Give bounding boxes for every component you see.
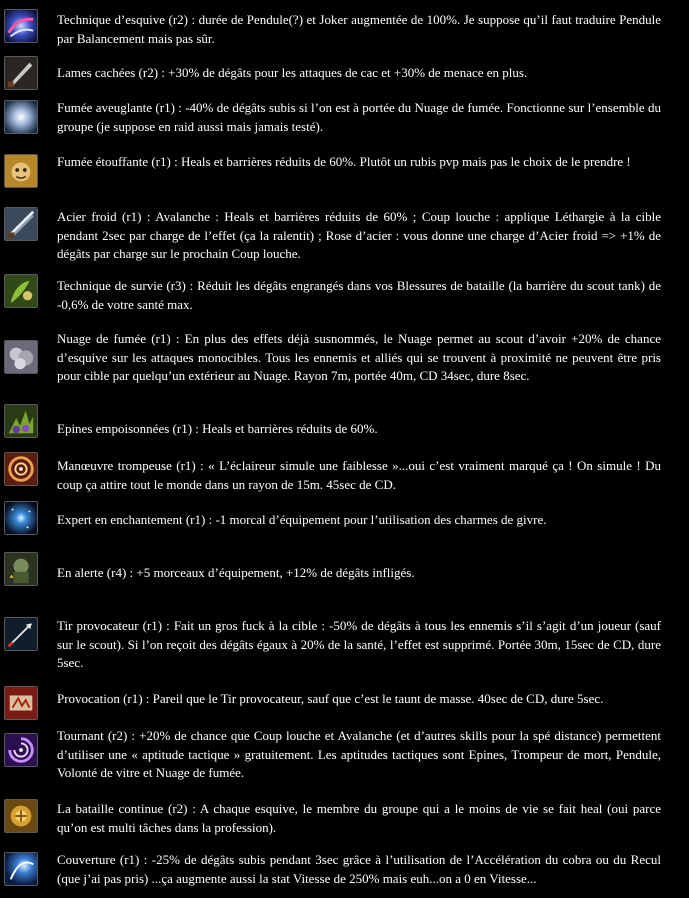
cold-steel-icon	[4, 207, 38, 241]
talent-text: Fumée étouffante (r1) : Heals et barrières réduits de 60%. Plutôt un rubis pvp mais pas le choix de le prendre !	[57, 154, 631, 169]
talent-text: Fumée aveuglante (r1) : -40% de dégâts subis si l’on est à portée du Nuage de fumée. Fonctionne sur l’ensemble du groupe (je suppose en raid aussi mais jamais testé).	[57, 100, 661, 134]
provoking-shot-icon	[4, 617, 38, 651]
stifling-smoke-icon	[4, 154, 38, 188]
alert-icon	[4, 552, 38, 586]
talent-text: La bataille continue (r2) : A chaque esquive, le membre du groupe qui a le moins de vie se fait heal (oui parce qu’on est multi tâches dans la profession).	[57, 801, 661, 835]
talent-text: Acier froid (r1) : Avalanche : Heals et barrières réduits de 60% ; Coup louche : applique Léthargie à la cible pendant 2sec par charge de l’effet (ça la ralentit) ; Rose d’acier : vous donne une charge d’Acier froid => +1% de dégâts par charge sur le prochain Coup louche.	[57, 209, 661, 261]
talent-text: Lames cachées (r2) : +30% de dégâts pour les attaques de cac et +30% de menace en plus.	[57, 65, 528, 80]
talent-text: Epines empoisonnées (r1) : Heals et barrières réduits de 60%.	[57, 421, 378, 436]
talent-text: Provocation (r1) : Pareil que le Tir provocateur, sauf que c’est le taunt de masse. 40sec de CD, dure 5sec.	[57, 691, 604, 706]
smoke-cloud-icon	[4, 340, 38, 374]
enchantment-expert-icon	[4, 501, 38, 535]
battle-continues-icon	[4, 799, 38, 833]
cover-icon	[4, 852, 38, 886]
dodge-technique-icon	[4, 9, 38, 43]
talent-text: Manœuvre trompeuse (r1) : « L’éclaireur simule une faiblesse »...oui c’est vraiment marqué ça ! On simule ! Du coup ça attire tout le monde dans un rayon de 15m. 45sec de CD.	[57, 458, 661, 492]
blinding-smoke-icon	[4, 100, 38, 134]
deceptive-maneuver-icon	[4, 452, 38, 486]
talent-text: Tournant (r2) : +20% de chance que Coup louche et Avalanche (et d’autres skills pour la spé distance) permettent d’utiliser une « aptitude tactique » gratuitement. Les aptitudes tactiques sont Epines, Trompeur de mort, Pendule, Volonté de vitre et Nuage de fumée.	[57, 728, 661, 780]
poisoned-thorns-icon	[4, 404, 38, 438]
hidden-blades-icon	[4, 56, 38, 90]
talent-text: Technique de survie (r3) : Réduit les dégâts engrangés dans vos Blessures de bataille (la barrière du scout tank) de -0,6% de votre santé max.	[57, 278, 661, 312]
talent-text: Expert en enchantement (r1) : -1 morcal d’équipement pour l’utilisation des charmes de givre.	[57, 512, 547, 527]
talent-text: Technique d’esquive (r2) : durée de Pendule(?) et Joker augmentée de 100%. Je suppose qu’il faut traduire Pendule par Balancement mais pas sûr.	[57, 12, 661, 46]
talent-text: Nuage de fumée (r1) : En plus des effets déjà susnommés, le Nuage permet au scout d’avoir +20% de chance d’esquive sur les attaques monocibles. Tous les ennemis et alliés qui se trouvent à proximité ne peuvent être pris pour cible par quelqu’un extérieur au Nuage. Rayon 7m, portée 40m, CD 34sec, dure 8sec.	[57, 331, 661, 383]
turning-icon	[4, 733, 38, 767]
talent-text: Tir provocateur (r1) : Fait un gros fuck à la cible : -50% de dégâts à tous les ennemis s’il s’agit d’un joueur (sauf sur le scout). Si l’on reçoit des dégâts égaux à 20% de la santé, l’effet est supprimé. Portée 30m, 15sec de CD, dure 5sec.	[57, 618, 661, 670]
survival-technique-icon	[4, 274, 38, 308]
talent-text: Couverture (r1) : -25% de dégâts subis pendant 3sec grâce à l’utilisation de l’Accélération du cobra ou du Recul (que j’ai pas pris) ...ça augmente aussi la stat Vitesse de 250% mais euh...on a 0 en Vitesse...	[57, 852, 661, 886]
talent-text: En alerte (r4) : +5 morceaux d’équipement, +12% de dégâts infligés.	[57, 565, 415, 580]
provocation-icon	[4, 686, 38, 720]
